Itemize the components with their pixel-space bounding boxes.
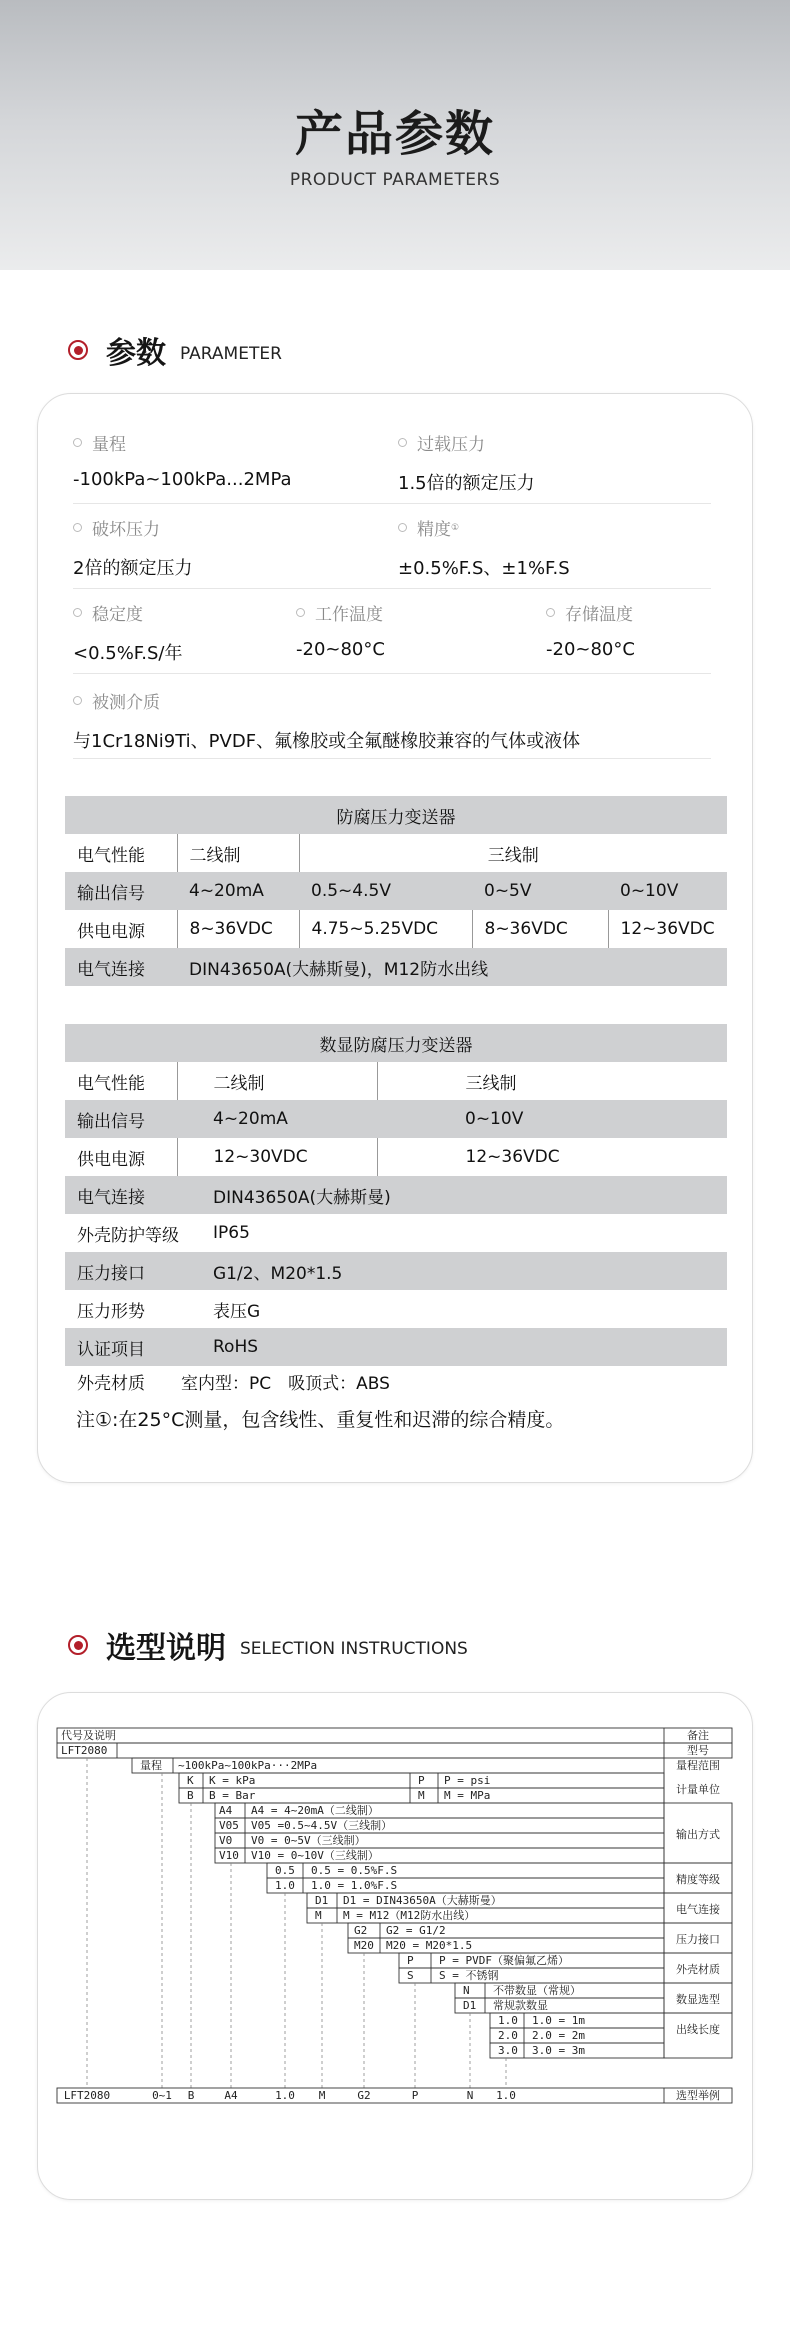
table-cell: 三线制 bbox=[377, 1062, 727, 1100]
table-cell: 12~36VDC bbox=[608, 910, 727, 948]
accuracy-remark: 精度等级 bbox=[676, 1873, 720, 1886]
param-accuracy bbox=[398, 515, 570, 580]
example-code: G2 bbox=[357, 2089, 371, 2102]
accuracy-code: 1.0 bbox=[275, 1879, 295, 1892]
example-code: 1.0 bbox=[275, 2089, 295, 2102]
param-label: 破坏压力 bbox=[73, 515, 192, 540]
table-cell: 供电电源 bbox=[77, 1149, 145, 1170]
table-cell: 0~10V bbox=[608, 872, 727, 910]
param-overload bbox=[398, 430, 535, 495]
selection-header-right: 备注 bbox=[687, 1729, 709, 1742]
table-cell: 12~30VDC bbox=[177, 1138, 377, 1176]
table-cell: 二线制 bbox=[177, 834, 299, 872]
table-cell: IP65 bbox=[213, 1223, 250, 1243]
output-code: V0 bbox=[219, 1834, 233, 1847]
table-cell: 室内型：PC 吸顶式：ABS bbox=[181, 1373, 390, 1394]
selection-header-left: 代号及说明 bbox=[61, 1729, 116, 1742]
table-cell: 12~36VDC bbox=[377, 1138, 727, 1176]
port-remark: 压力接口 bbox=[676, 1933, 720, 1946]
output-desc: V10 = 0~10V（三线制） bbox=[251, 1849, 379, 1862]
param-label: 存储温度 bbox=[546, 600, 635, 625]
unit-code: B bbox=[187, 1789, 194, 1802]
table-cell: 电气连接 bbox=[65, 1176, 177, 1214]
selection-title: 选型说明 bbox=[106, 1631, 226, 1666]
model-label: 型号 bbox=[687, 1744, 709, 1757]
selection-diagram bbox=[37, 1692, 753, 2200]
display-code: D1 bbox=[463, 1999, 477, 2012]
table-cell: 压力形势 bbox=[77, 1301, 145, 1322]
example-code: 0~1 bbox=[152, 2089, 172, 2102]
table-cell: 认证项目 bbox=[65, 1328, 177, 1366]
cable-desc: 1.0 = 1m bbox=[532, 2014, 585, 2027]
display-remark: 数显选型 bbox=[676, 1993, 720, 2006]
output-remark: 输出方式 bbox=[676, 1828, 720, 1841]
elec-code: D1 bbox=[315, 1894, 329, 1907]
selection-title-en: SELECTION INSTRUCTIONS bbox=[240, 1639, 468, 1659]
param-value: -100kPa~100kPa...2MPa bbox=[73, 469, 292, 490]
section-bullet-icon bbox=[68, 340, 88, 360]
table-title: 数显防腐压力变送器 bbox=[65, 1024, 727, 1062]
display-code: N bbox=[463, 1984, 470, 1997]
elec-desc: D1 = DIN43650A（大赫斯曼） bbox=[343, 1894, 502, 1907]
cable-desc: 3.0 = 3m bbox=[532, 2044, 585, 2057]
selection-model-row bbox=[57, 1743, 732, 1758]
cable-desc: 2.0 = 2m bbox=[532, 2029, 585, 2042]
shell-code: P bbox=[407, 1954, 414, 1967]
param-medium bbox=[73, 688, 580, 753]
display-desc: 不带数显（常规） bbox=[493, 1984, 581, 1997]
model-code: LFT2080 bbox=[61, 1744, 108, 1757]
example-remark: 选型举例 bbox=[676, 2089, 720, 2102]
table-cell: 4~20mA bbox=[177, 1100, 377, 1138]
divider bbox=[73, 588, 711, 589]
unit-code: P bbox=[418, 1774, 425, 1787]
port-desc: G2 = G1/2 bbox=[386, 1924, 446, 1937]
param-label: 过载压力 bbox=[398, 430, 535, 455]
display-desc: 常规款数显 bbox=[493, 1999, 548, 2012]
spec-table-1 bbox=[65, 796, 727, 986]
table-cell: 外壳防护等级 bbox=[77, 1225, 179, 1246]
example-code: N bbox=[466, 2089, 474, 2102]
table-cell: DIN43650A(大赫斯曼)，M12防水出线 bbox=[177, 948, 727, 986]
page-subtitle: PRODUCT PARAMETERS bbox=[289, 170, 501, 190]
param-value: 与1Cr18Ni9Ti、PVDF、氟橡胶或全氟醚橡胶兼容的气体或液体 bbox=[73, 731, 581, 752]
unit-desc: B = Bar bbox=[209, 1789, 256, 1802]
accuracy-code: 0.5 bbox=[275, 1864, 295, 1877]
parameter-title-en: PARAMETER bbox=[180, 344, 282, 364]
param-value: ±0.5%F.S、±1%F.S bbox=[398, 558, 570, 579]
param-value: -20~80°C bbox=[296, 639, 385, 660]
range-code: 量程 bbox=[140, 1759, 162, 1772]
unit-desc: P = psi bbox=[444, 1774, 491, 1787]
table-cell: 外壳材质 bbox=[77, 1373, 145, 1394]
shell-code: S bbox=[407, 1969, 414, 1982]
example-code: P bbox=[411, 2089, 419, 2102]
output-code: V05 bbox=[219, 1819, 239, 1832]
param-label: 量程 bbox=[73, 430, 292, 455]
range-remark: 量程范围 bbox=[676, 1759, 720, 1772]
cable-code: 1.0 bbox=[498, 2014, 518, 2027]
param-burst bbox=[73, 515, 192, 580]
table-cell: 电气性能 bbox=[77, 845, 145, 866]
output-desc: V05 =0.5~4.5V（三线制） bbox=[251, 1819, 393, 1832]
unit-code: K bbox=[187, 1774, 194, 1787]
unit-code: M bbox=[418, 1789, 425, 1802]
table-cell: 三线制 bbox=[299, 834, 727, 872]
output-desc: V0 = 0~5V（三线制） bbox=[251, 1834, 366, 1847]
section-bullet-icon bbox=[68, 1635, 88, 1655]
table-cell: 输出信号 bbox=[65, 1100, 177, 1138]
example-code: A4 bbox=[224, 2089, 238, 2102]
table-cell: 4.75~5.25VDC bbox=[299, 910, 472, 948]
selection-header-row bbox=[57, 1728, 732, 1743]
page-title: 产品参数 bbox=[294, 106, 495, 162]
accuracy-desc: 0.5 = 0.5%F.S bbox=[311, 1864, 398, 1877]
cable-code: 3.0 bbox=[498, 2044, 518, 2057]
elec-remark: 电气连接 bbox=[676, 1903, 720, 1916]
example-code: M bbox=[318, 2089, 326, 2102]
shell-desc: S = 不锈钢 bbox=[439, 1969, 499, 1982]
range-text: ~100kPa~100kPa···2MPa bbox=[178, 1759, 318, 1772]
example-code: B bbox=[187, 2089, 195, 2102]
param-label: 稳定度 bbox=[73, 600, 183, 625]
accuracy-desc: 1.0 = 1.0%F.S bbox=[311, 1879, 398, 1892]
output-code: V10 bbox=[219, 1849, 239, 1862]
divider bbox=[73, 503, 711, 504]
port-desc: M20 = M20*1.5 bbox=[386, 1939, 473, 1952]
selection-section-header bbox=[68, 1625, 468, 1665]
table-cell: 压力接口 bbox=[65, 1252, 177, 1290]
table-cell: RoHS bbox=[177, 1328, 727, 1366]
table-title: 防腐压力变送器 bbox=[65, 796, 727, 834]
table-cell: 电气连接 bbox=[65, 948, 177, 986]
param-stability bbox=[73, 600, 183, 665]
param-storage-temp bbox=[546, 600, 635, 660]
shell-desc: P = PVDF（聚偏氟乙烯） bbox=[439, 1954, 569, 1967]
table-cell: G1/2、M20*1.5 bbox=[177, 1252, 727, 1290]
shell-remark: 外壳材质 bbox=[676, 1963, 720, 1976]
port-code: M20 bbox=[354, 1939, 374, 1952]
table-cell: 供电电源 bbox=[77, 921, 145, 942]
table-cell: 0~10V bbox=[377, 1100, 727, 1138]
display-row bbox=[455, 1998, 664, 2013]
elec-code: M bbox=[315, 1909, 322, 1922]
unit-remark: 计量单位 bbox=[676, 1783, 720, 1796]
cable-code: 2.0 bbox=[498, 2029, 518, 2042]
table-cell: 二线制 bbox=[177, 1062, 377, 1100]
table-cell: 0.5~4.5V bbox=[299, 872, 472, 910]
table-cell: DIN43650A(大赫斯曼) bbox=[177, 1176, 727, 1214]
table-cell: 0~5V bbox=[472, 872, 608, 910]
example-code: 1.0 bbox=[496, 2089, 516, 2102]
footnote: 注①:在25°C测量，包含线性、重复性和迟滞的综合精度。 bbox=[76, 1409, 565, 1431]
port-code: G2 bbox=[354, 1924, 368, 1937]
param-work-temp bbox=[296, 600, 385, 660]
parameter-section-header bbox=[68, 330, 282, 370]
parameter-title: 参数 bbox=[106, 336, 166, 371]
cable-remark: 出线长度 bbox=[676, 2023, 720, 2036]
unit-desc: M = MPa bbox=[444, 1789, 491, 1802]
table-cell: 表压G bbox=[213, 1301, 261, 1322]
param-value: <0.5%F.S/年 bbox=[73, 643, 183, 664]
output-code: A4 bbox=[219, 1804, 233, 1817]
param-label: 精度 ① bbox=[398, 515, 570, 540]
table-cell: 8~36VDC bbox=[177, 910, 299, 948]
param-range bbox=[73, 430, 292, 490]
param-label: 被测介质 bbox=[73, 688, 580, 713]
table-cell: 输出信号 bbox=[65, 872, 177, 910]
param-label: 工作温度 bbox=[296, 600, 385, 625]
table-cell: 4~20mA bbox=[177, 872, 299, 910]
example-code: LFT2080 bbox=[63, 2089, 111, 2102]
param-value: 2倍的额定压力 bbox=[73, 558, 193, 579]
output-desc: A4 = 4~20mA（二线制） bbox=[251, 1804, 379, 1817]
table-cell: 8~36VDC bbox=[472, 910, 608, 948]
elec-desc: M = M12（M12防水出线） bbox=[343, 1909, 476, 1922]
table-cell: 电气性能 bbox=[77, 1073, 145, 1094]
param-value: 1.5倍的额定压力 bbox=[398, 473, 535, 494]
spec-table-2 bbox=[65, 1024, 727, 1396]
unit-desc: K = kPa bbox=[209, 1774, 256, 1787]
hero-banner bbox=[0, 0, 790, 270]
divider bbox=[73, 758, 711, 759]
divider bbox=[73, 673, 711, 674]
param-value: -20~80°C bbox=[546, 639, 635, 660]
